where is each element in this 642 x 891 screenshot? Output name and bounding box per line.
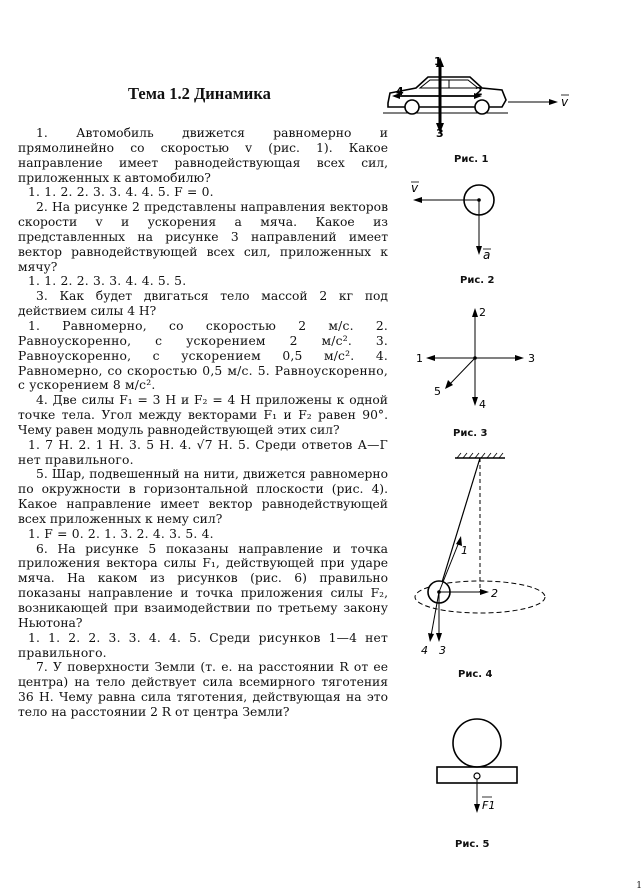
figure-4-caption: Рис. 4 [458,669,493,680]
figure-5-ball-force [425,715,535,840]
fig1-label-right: 2 [475,85,483,98]
figure-3-caption: Рис. 3 [453,428,488,439]
fig4-label-1: 1 [461,544,468,557]
fig3-label-right: 3 [528,352,535,365]
question-4: 4. Две силы F₁ = 3 Н и F₂ = 4 Н приложены к одной точке тела. Угол между векторами F₁ и F₂ равен 90°. Чему равен модуль равнодействующей этих сил? [18,393,388,437]
figure-1-caption: Рис. 1 [454,154,489,165]
question-5: 5. Шар, подвешенный на нити, движется равномерно по окружности в горизонтальной плоскости (рис. 4). Какое направление имеет вектор равнодействующей всех приложенных к нему сил? [18,467,388,526]
page-edge-mark: 1 [636,881,642,891]
fig3-label-up: 2 [479,306,486,319]
fig1-label-velocity: v [561,95,569,109]
fig1-label-down: 3 [436,127,444,140]
page-title: Тема 1.2 Динамика [128,84,271,103]
fig4-label-3: 3 [439,644,446,657]
questions-text [18,126,388,720]
fig4-label-4: 4 [421,644,428,657]
figure-4-pendulum [395,450,555,660]
figure-3-directions [412,300,542,415]
question-2: 2. На рисунке 2 представлены направления векторов скорости v и ускорения a мяча. Какое из представленных на рисунке 3 направлений имеет вектор равнодействующей всех сил, приложенных к мячу? [18,200,388,274]
fig1-label-left: 4 [396,85,404,98]
answers-1: 1. 1. 2. 2. 3. 3. 4. 4. 5. F = 0. [28,185,214,200]
answers-5: 1. F = 0. 2. 1. 3. 2. 4. 3. 5. 4. [28,526,214,541]
question-6: 6. На рисунке 5 показаны направление и точка приложения вектора силы F₁, действующей при ударе мяча. На каком из рисунков (рис. 6) правильно показаны направление и точка приложения силы F₂, возникающей при взаимодействии по третьему закону Ньютона? [18,541,388,630]
figure-5-caption: Рис. 5 [455,839,490,850]
fig5-label-force: F1 [482,799,496,812]
figure-2-ball [405,175,505,265]
question-3: 3. Как будет двигаться тело массой 2 кг под действием силы 4 Н? [18,289,388,319]
answers-4: 1. 7 Н. 2. 1 Н. 3. 5 Н. 4. √7 Н. 5. Среди ответов А—Г нет правильного. [18,437,388,467]
figure-2-caption: Рис. 2 [460,275,495,286]
fig2-label-velocity: v [411,181,419,195]
question-7: 7. У поверхности Земли (т. е. на расстоянии R от ее центра) на тело действует сила всемирного тяготения 36 Н. Чему равна сила тяготения, действующая на это тело на расстоянии 2 R от центра Земли? [18,660,388,719]
fig3-label-down: 4 [479,398,486,411]
fig3-label-left: 1 [416,352,423,365]
fig1-label-up: 1 [434,55,442,68]
fig3-label-diag: 5 [434,385,441,398]
answers-2: 1. 1. 2. 2. 3. 3. 4. 4. 5. 5. [28,274,187,289]
fig4-label-2: 2 [491,587,498,600]
answers-3: 1. Равномерно, со скоростью 2 м/с. 2. Равноускоренно, с ускорением 2 м/с². 3. Равноускоренно, с ускорением 0,5 м/с². 4. Равномерно, со скоростью 0,5 м/с. 5. Равноускоренно, с ускорением 8 м/с². [18,318,388,393]
fig2-label-acceleration: a [483,248,491,262]
figure-1-car [378,55,578,140]
question-1: 1. Автомобиль движется равномерно и прямолинейно со скоростью v (рис. 1). Какое направление имеет равнодействующая всех сил, приложенных к автомобилю? [18,126,388,185]
answers-6: 1. 1. 2. 2. 3. 3. 4. 4. 5. Среди рисунков 1—4 нет правильного. [18,630,388,660]
